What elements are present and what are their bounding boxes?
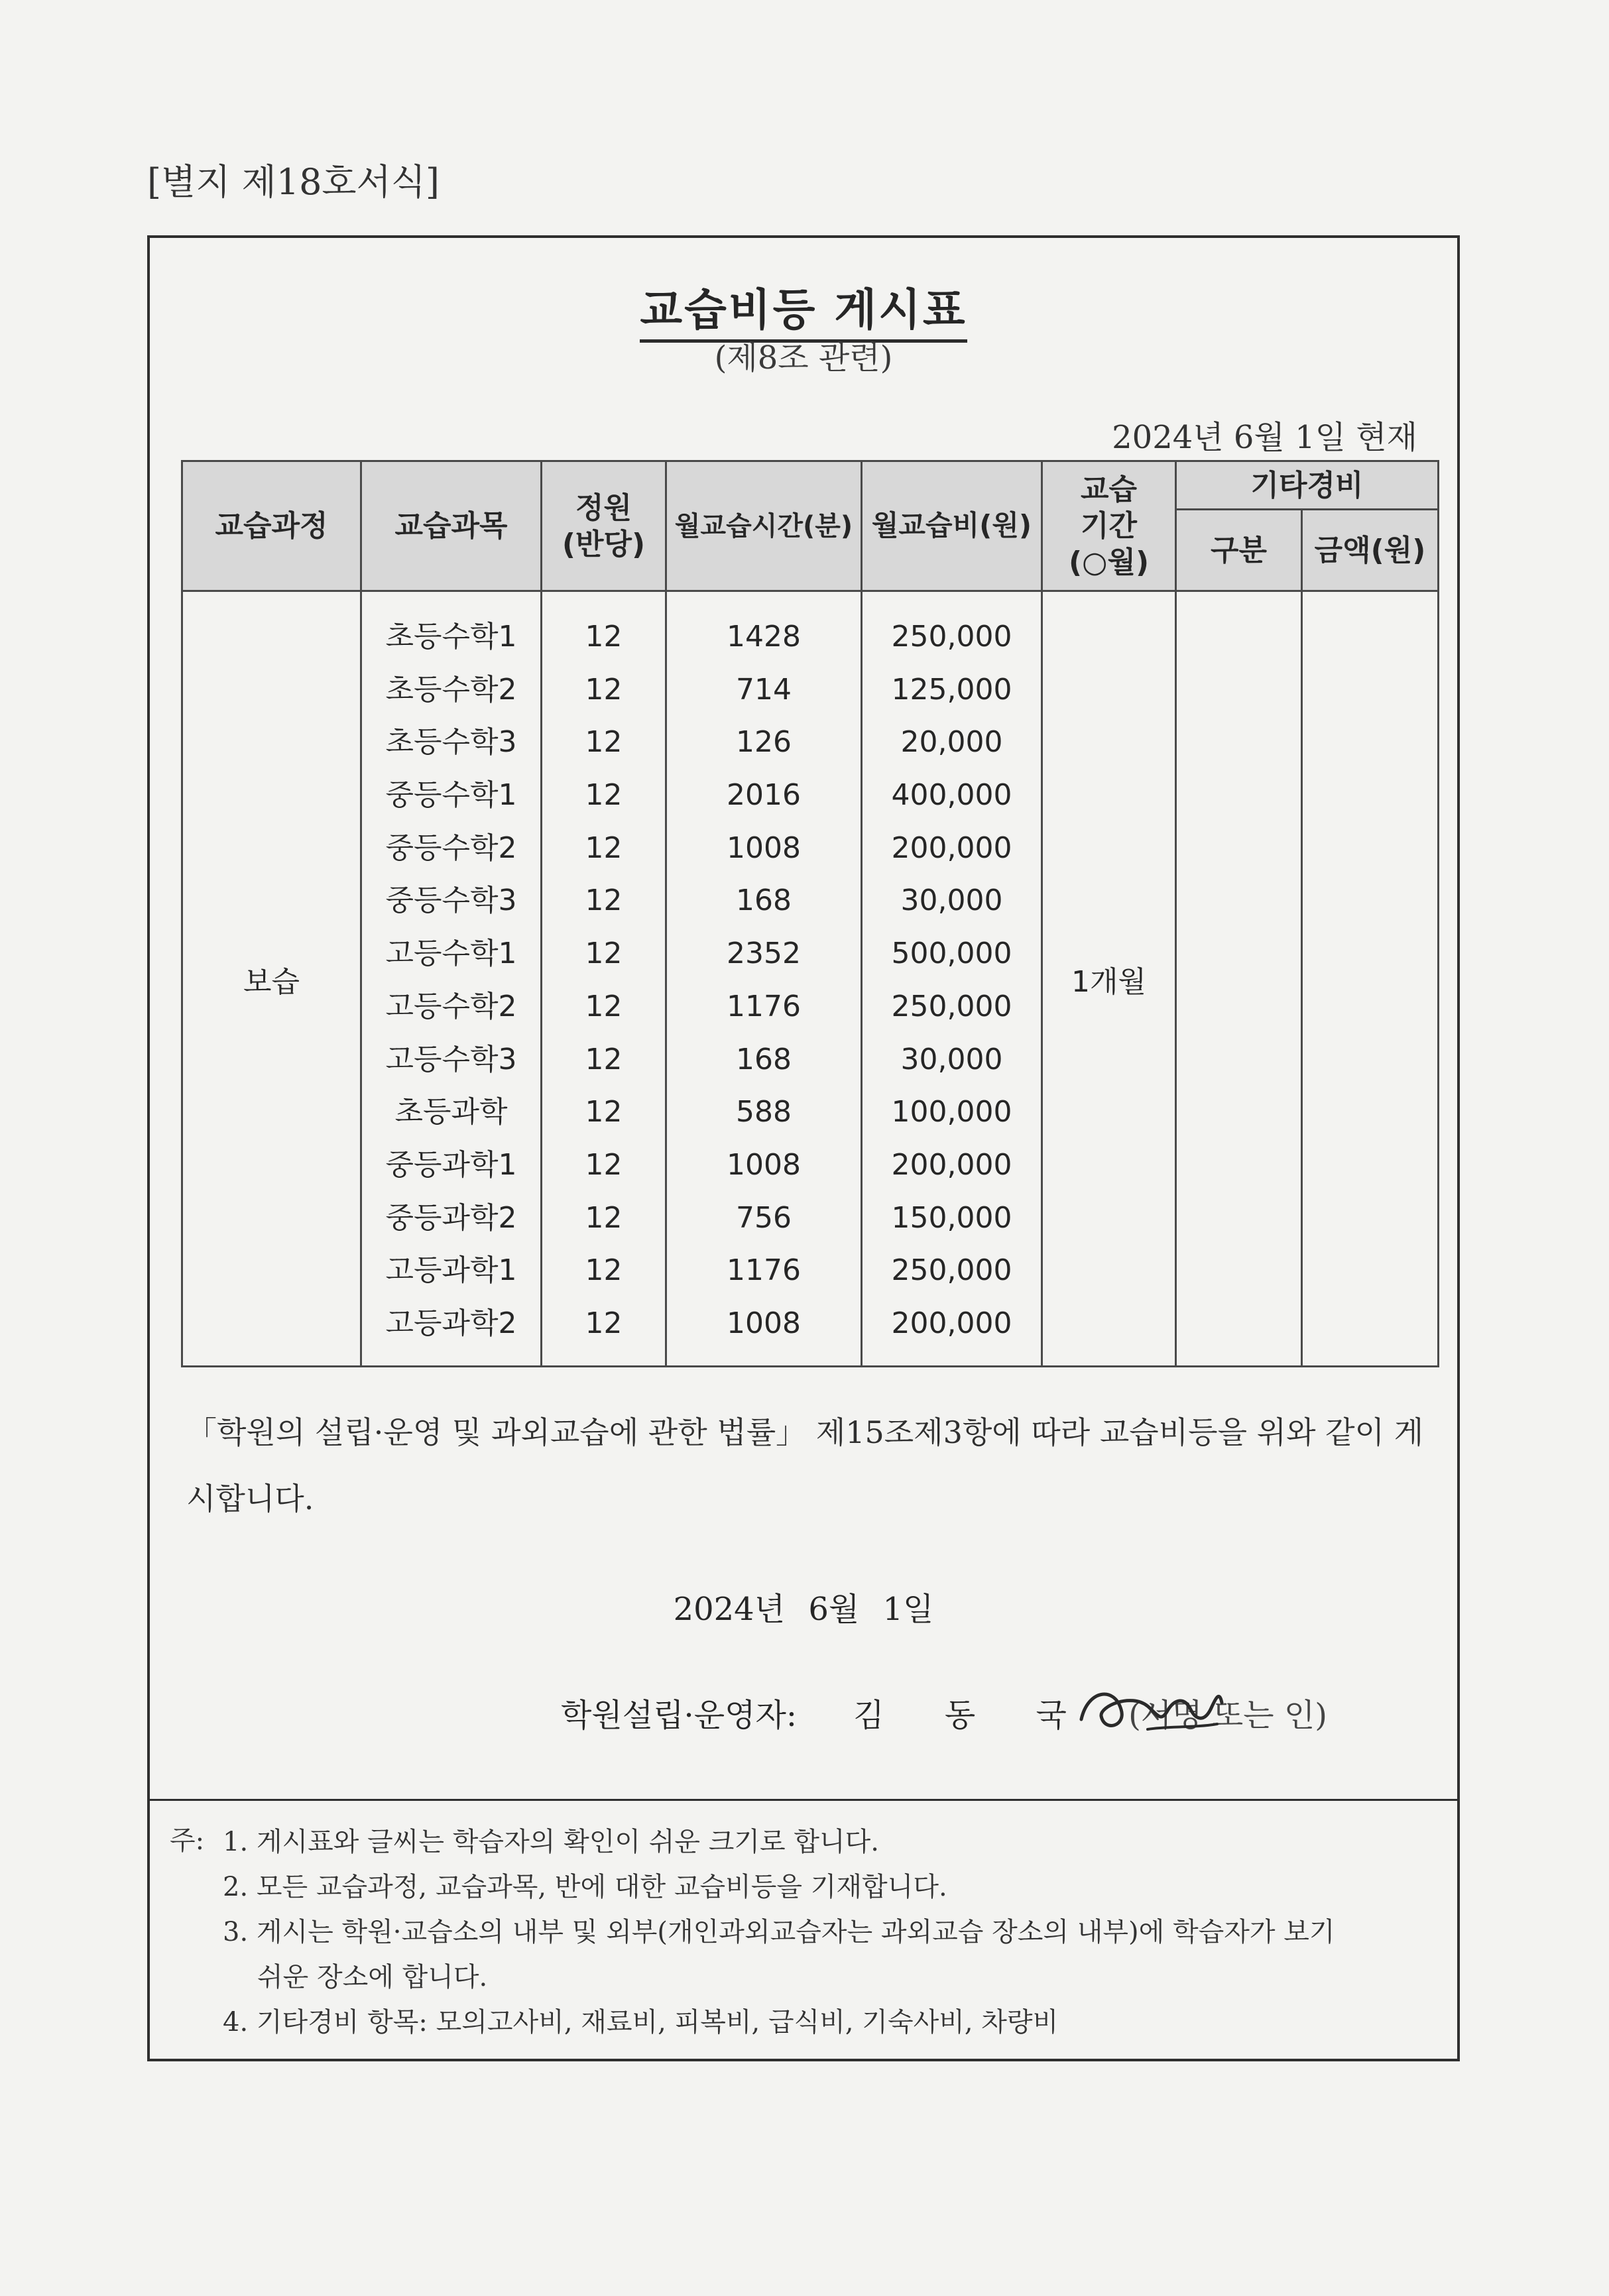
cell-minutes: 2016 [727,778,801,813]
cell-minutes: 2352 [727,937,801,971]
cell-subject: 고등과학1 [385,1253,517,1288]
cell-subject: 중등과학2 [385,1200,517,1235]
cell-capacity: 12 [585,989,623,1023]
cell-capacity: 12 [585,1095,623,1129]
cell-subject: 초등수학3 [385,725,517,760]
cell-subject: 고등수학3 [385,1042,517,1076]
cell-minutes: 1176 [727,1253,801,1288]
signer-name: 김 동 국 [853,1697,1092,1734]
cell-fee: 250,000 [891,1253,1012,1288]
cell-capacity: 12 [585,1253,623,1288]
cell-subject: 중등수학3 [385,884,517,918]
header-capacity: 정원 (반당) [542,461,666,591]
note-item-continued: 쉬운 장소에 합니다. [257,1962,488,1992]
cell-capacity: 12 [585,778,623,813]
notes-lead: 주: [170,1825,205,1856]
cell-subject: 중등과학1 [385,1147,517,1182]
fee-posting-form [147,235,1460,2061]
header-other-expenses: 기타경비 [1176,461,1439,510]
cell-minutes: 168 [736,884,792,918]
cell-fee: 200,000 [891,1147,1012,1182]
header-minutes: 월교습시간(분) [666,461,862,591]
header-fee: 월교습비(원) [862,461,1042,591]
other-type-cell [1176,591,1302,1367]
cell-minutes: 1428 [727,620,801,654]
cell-capacity: 12 [585,937,623,971]
note-item: 1. 게시표와 글씨는 학습자의 확인이 쉬운 크기로 합니다. [223,1827,879,1857]
seal-label: (서명 또는 인) [1128,1697,1327,1734]
note-item: 4. 기타경비 항목: 모의고사비, 재료비, 피복비, 급식비, 기숙사비, 차량비 [223,2007,1059,2038]
period-cell: 1개월 [1042,591,1176,1367]
cell-capacity: 12 [585,1147,623,1182]
cell-capacity: 12 [585,1042,623,1076]
cell-subject: 초등과학 [394,1095,508,1129]
cell-fee: 30,000 [900,884,1003,918]
cell-minutes: 1008 [727,1306,801,1340]
note-item: 3. 게시는 학원·교습소의 내부 및 외부(개인과외교습자는 과외교습 장소의 내부)에 학습자가 보기 [223,1917,1335,1947]
signer-label: 학원설립·운영자: [561,1697,798,1734]
cell-capacity: 12 [585,1306,623,1340]
cell-capacity: 12 [585,725,623,760]
cell-minutes: 1176 [727,989,801,1023]
form-title: 교습비등 게시표 [150,274,1457,337]
handwritten-signature [1068,1670,1240,1743]
as-of-date: 2024년 6월 1일 현재 [1112,419,1417,456]
sign-date: 2024년 6월 1일 [673,1591,934,1628]
cell-capacity: 12 [585,884,623,918]
cell-fee: 150,000 [891,1200,1012,1235]
cell-capacity: 12 [585,620,623,654]
header-subject: 교습과목 [361,461,542,591]
form-label: [별지 제18호서식] [147,161,440,203]
other-amount-cell [1302,591,1439,1367]
cell-fee: 250,000 [891,620,1012,654]
cell-subject: 초등수학2 [385,672,517,707]
form-subtitle: (제8조 관련) [714,339,893,376]
notes-section [150,1799,1457,2059]
cell-fee: 20,000 [900,725,1003,760]
cell-subject: 고등과학2 [385,1306,517,1340]
cell-fee: 100,000 [891,1095,1012,1129]
cell-fee: 125,000 [891,672,1012,707]
fee-table [181,460,1439,1367]
cell-capacity: 12 [585,1200,623,1235]
cell-fee: 400,000 [891,778,1012,813]
header-other-type: 구분 [1176,510,1302,591]
cell-minutes: 714 [736,672,792,707]
cell-fee: 200,000 [891,1306,1012,1340]
capacity-column [542,591,666,1367]
note-item: 2. 모든 교습과정, 교습과목, 반에 대한 교습비등을 기재합니다. [223,1872,947,1902]
cell-fee: 500,000 [891,937,1012,971]
header-course: 교습과정 [182,461,361,591]
header-period: 교습 기간 (○월) [1042,461,1176,591]
cell-capacity: 12 [585,672,623,707]
cell-fee: 250,000 [891,989,1012,1023]
course-cell: 보습 [182,591,361,1367]
header-other-amount: 금액(원) [1302,510,1439,591]
cell-minutes: 126 [736,725,792,760]
cell-subject: 중등수학1 [385,778,517,813]
cell-fee: 30,000 [900,1042,1003,1076]
cell-subject: 고등수학1 [385,937,517,971]
notes-list [223,1819,1451,2045]
cell-subject: 고등수학2 [385,989,517,1023]
notice-text: 「학원의 설립·운영 및 과외교습에 관한 법률」 제15조제3항에 따라 교습비등을 위와 같이 게시합니다. [186,1414,1424,1517]
subject-column [361,591,542,1367]
cell-minutes: 1008 [727,831,801,865]
cell-minutes: 588 [736,1095,792,1129]
minutes-column [666,591,862,1367]
cell-minutes: 1008 [727,1147,801,1182]
cell-minutes: 168 [736,1042,792,1076]
cell-fee: 200,000 [891,831,1012,865]
fee-column [862,591,1042,1367]
cell-subject: 초등수학1 [385,620,517,654]
cell-minutes: 756 [736,1200,792,1235]
cell-capacity: 12 [585,831,623,865]
cell-subject: 중등수학2 [385,831,517,865]
